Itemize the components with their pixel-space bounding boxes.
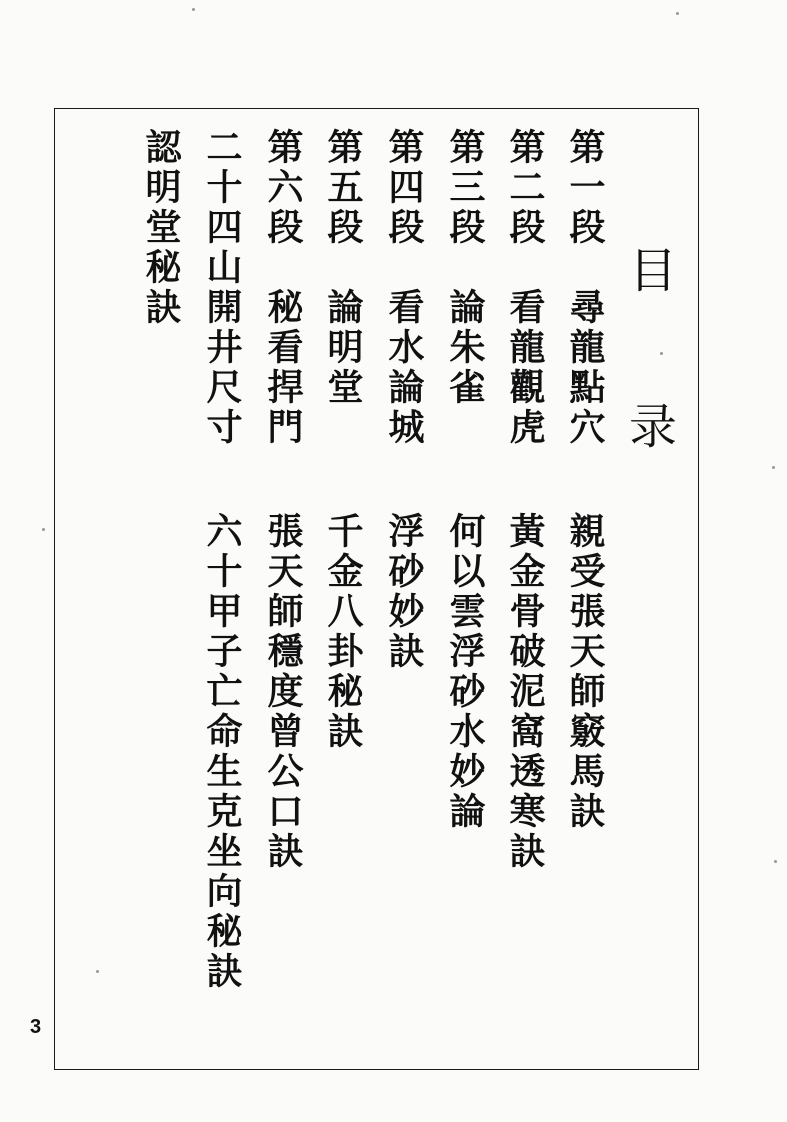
toc-section-label: 第三段	[444, 128, 486, 248]
toc-entry-8	[139, 128, 183, 328]
scan-speck	[42, 528, 45, 531]
toc-entry-title: 看水論城	[383, 288, 425, 448]
toc-entry-7-subtitle: 六十甲子亡命生克坐向秘訣	[201, 512, 243, 992]
scan-speck	[676, 12, 679, 15]
toc-entry-5	[321, 128, 365, 408]
toc-entry-4-subtitle: 浮砂妙訣	[383, 512, 425, 672]
toc-entry-2-subtitle: 黃金骨破泥窩透寒訣	[504, 512, 546, 872]
toc-section-label: 二十四山開井尺寸	[201, 128, 243, 448]
scan-speck	[660, 352, 663, 355]
toc-section-label: 第六段	[262, 128, 304, 248]
toc-heading-char: 目	[628, 243, 677, 299]
toc-section-label: 第四段	[383, 128, 425, 248]
toc-entry-title: 秘看捍門	[262, 288, 304, 448]
toc-entry-6	[261, 128, 305, 448]
scan-speck	[774, 860, 777, 863]
toc-entry-1	[563, 128, 607, 448]
toc-section-label: 第一段	[564, 128, 606, 248]
page-number: 3	[30, 1016, 42, 1038]
toc-heading-char: 录	[628, 399, 677, 455]
toc-section-label: 第二段	[504, 128, 546, 248]
toc-entry-title: 尋龍點穴	[564, 288, 606, 448]
toc-entry-title: 論明堂	[322, 288, 364, 408]
toc-entry-title: 看龍觀虎	[504, 288, 546, 448]
toc-entry-3-subtitle: 何以雲浮砂水妙論	[444, 512, 486, 832]
toc-entry-2	[503, 128, 547, 448]
scan-speck	[96, 970, 99, 973]
toc-section-label: 第五段	[322, 128, 364, 248]
toc-heading	[626, 240, 680, 460]
toc-entry-1-subtitle: 親受張天師竅馬訣	[564, 512, 606, 832]
scan-speck	[192, 8, 195, 11]
scan-speck	[772, 466, 775, 469]
toc-section-label: 認明堂秘訣	[140, 128, 182, 328]
toc-entry-5-subtitle: 千金八卦秘訣	[322, 512, 364, 752]
toc-entry-title: 論朱雀	[444, 288, 486, 408]
toc-entry-7	[200, 128, 244, 448]
toc-entry-4	[382, 128, 426, 448]
toc-entry-6-subtitle: 張天師穩度曾公口訣	[262, 512, 304, 872]
toc-entry-3	[443, 128, 487, 408]
